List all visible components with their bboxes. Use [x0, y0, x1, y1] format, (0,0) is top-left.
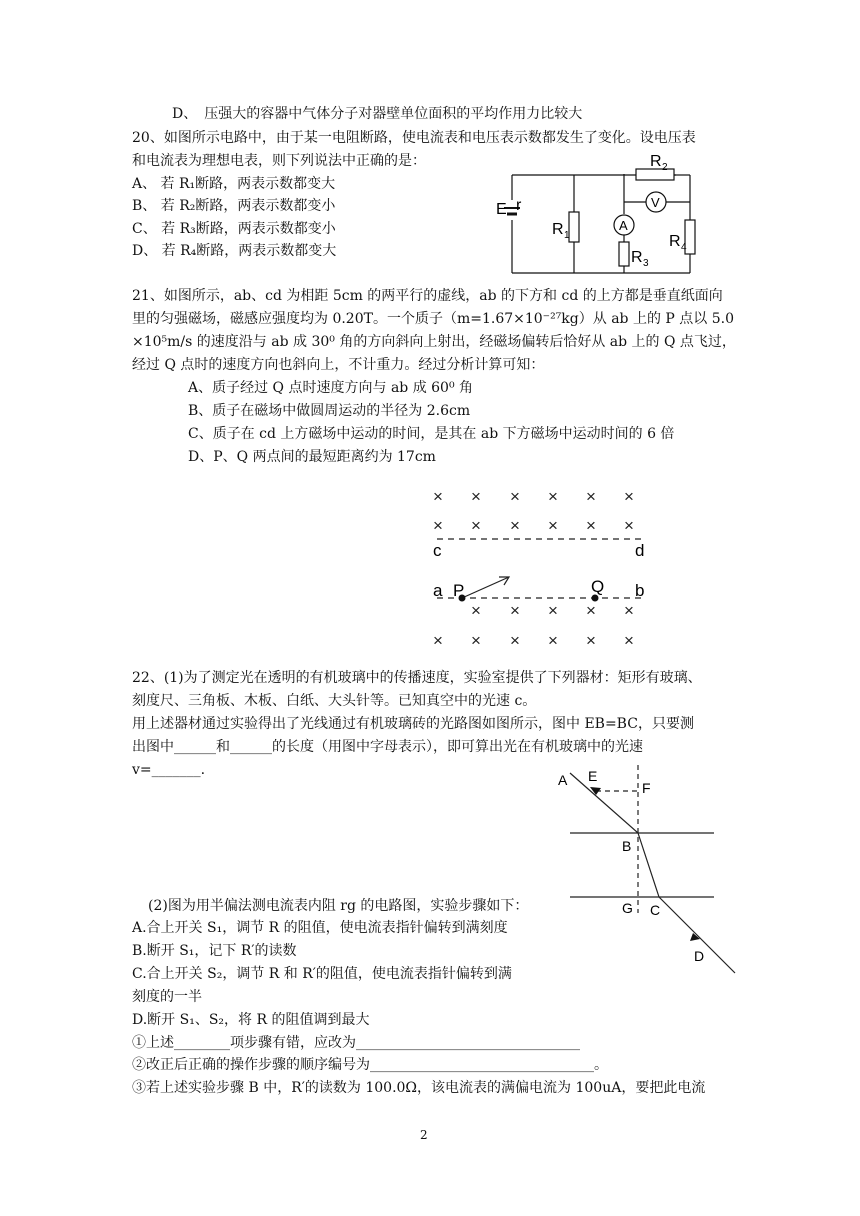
line-label-b: b — [635, 581, 645, 600]
q22-step-d: D.断开 S₁、S₂，将 R 的阻值调到最大 — [132, 1012, 370, 1028]
page-number: 2 — [420, 1128, 428, 1142]
q22-question-3: ③若上述实验步骤 B 中，R′的读数为 100.0Ω，该电流表的满偏电流为 100uA，要把此电流 — [132, 1080, 706, 1096]
label-e: E — [588, 768, 598, 784]
q21-stem-line1: 21、如图所示，ab、cd 为相距 5cm 的两平行的虚线，ab 的下方和 cd 的上方都是垂直纸面向 — [132, 288, 723, 304]
label-c: C — [650, 902, 661, 918]
line-label-c: c — [433, 541, 442, 560]
label-b: B — [622, 838, 632, 854]
battery-label-r: r — [516, 197, 522, 214]
field-cross: × — [548, 631, 558, 650]
field-cross: × — [548, 516, 558, 535]
q21-option-d: D、P、Q 两点间的最短距离约为 17cm — [188, 449, 436, 465]
field-cross: × — [471, 487, 481, 506]
label-a: A — [558, 772, 568, 788]
label-g: G — [622, 900, 633, 916]
resistor-r4-label: R — [669, 233, 681, 250]
field-cross: × — [586, 601, 596, 620]
field-cross: × — [433, 487, 443, 506]
q22-stem-line3: 用上述器材通过实验得出了光线通过有机玻璃砖的光路图如图所示，图中 EB=BC，只要测 — [132, 716, 694, 732]
q22-part2-intro: (2)图为用半偏法测电流表内阻 rg 的电路图，实验步骤如下： — [148, 898, 529, 914]
q22-step-a: A.合上开关 S₁，调节 R 的阻值，使电流表指针偏转到满刻度 — [132, 920, 508, 936]
q22-question-1: ①上述________项步骤有错，应改为________________________________ — [132, 1035, 580, 1051]
field-cross: × — [624, 631, 634, 650]
q21-stem-line2: 里的匀强磁场，磁感应强度均为 0.20T。一个质子（m=1.67×10⁻²⁷kg）从 ab 上的 P 点以 5.0 — [132, 311, 734, 327]
q22-step-b: B.断开 S₁，记下 R′的读数 — [132, 943, 297, 959]
q22-stem-line2: 刻度尺、三角板、木板、白纸、大头针等。已知真空中的光速 c。 — [132, 693, 537, 709]
field-cross: × — [548, 601, 558, 620]
q22-stem-line1: 22、(1)为了测定光在透明的有机玻璃中的传播速度，实验室提供了下列器材：矩形有玻璃、 — [132, 670, 702, 686]
q21-option-c: C、质子在 cd 上方磁场中运动的时间，是其在 ab 下方磁场中运动时间的 6 倍 — [188, 426, 675, 442]
field-cross: × — [548, 487, 558, 506]
resistor-r2-sub: 2 — [662, 162, 668, 173]
resistor-r4-sub: 4 — [681, 242, 687, 253]
line-label-a: a — [433, 581, 443, 600]
field-cross: × — [433, 516, 443, 535]
resistor-r2-label: R — [650, 153, 662, 170]
q20-stem-line2: 和电流表为理想电表，则下列说法中正确的是： — [132, 153, 426, 169]
magnetic-field-diagram — [425, 480, 660, 660]
q19-option-d: D、 压强大的容器中气体分子对器壁单位面积的平均作用力比较大 — [172, 106, 583, 122]
line-label-d: d — [635, 541, 645, 560]
ammeter-label: A — [619, 218, 628, 233]
q21-option-b: B、质子在磁场中做圆周运动的半径为 2.6cm — [188, 403, 471, 419]
circuit-diagram — [490, 150, 710, 278]
q22-question-2: ②改正后正确的操作步骤的顺序编号为________________________________。 — [132, 1057, 608, 1073]
resistor-r1-sub: 1 — [564, 230, 570, 241]
resistor-r3-label: R — [631, 249, 643, 266]
q21-stem-line4: 经过 Q 点时的速度方向也斜向上，不计重力。经过分析计算可知： — [132, 357, 545, 373]
q22-stem-line5: v=_______. — [132, 762, 206, 778]
field-cross: × — [624, 487, 634, 506]
field-cross: × — [624, 516, 634, 535]
light-path-diagram — [550, 765, 745, 977]
field-cross: × — [624, 601, 634, 620]
q21-stem-line3: ×10⁵m/s 的速度沿与 ab 成 30⁰ 角的方向斜向上射出，经磁场偏转后恰好从 ab 上的 Q 点飞过， — [132, 334, 736, 350]
point-label-q: Q — [591, 577, 605, 596]
battery-label-e: E — [496, 201, 507, 218]
label-d: D — [694, 948, 705, 964]
q22-step-c: C.合上开关 S₂，调节 R 和 R′的阻值，使电流表指针偏转到满 — [132, 966, 512, 982]
field-cross: × — [433, 631, 443, 650]
q20-stem-line1: 20、如图所示电路中，由于某一电阻断路，使电流表和电压表示数都发生了变化。设电压表 — [132, 130, 696, 146]
q20-option-d: D、 若 R₄断路，两表示数都变大 — [132, 243, 337, 259]
q20-option-b: B、 若 R₂断路，两表示数都变小 — [132, 198, 336, 214]
voltmeter-label: V — [651, 195, 660, 210]
q21-option-a: A、质子经过 Q 点时速度方向与 ab 成 60⁰ 角 — [188, 380, 474, 396]
q20-option-a: A、 若 R₁断路，两表示数都变大 — [132, 176, 336, 192]
field-cross: × — [586, 516, 596, 535]
field-cross: × — [510, 631, 520, 650]
field-cross: × — [471, 516, 481, 535]
field-cross: × — [586, 487, 596, 506]
field-cross: × — [586, 631, 596, 650]
q22-step-c-cont: 刻度的一半 — [132, 989, 202, 1005]
q20-option-c: C、 若 R₃断路，两表示数都变小 — [132, 221, 336, 237]
point-label-p: P — [453, 581, 465, 600]
resistor-r1-label: R — [552, 221, 564, 238]
field-cross: × — [471, 631, 481, 650]
field-cross: × — [510, 601, 520, 620]
field-cross: × — [510, 487, 520, 506]
resistor-r3-sub: 3 — [643, 258, 649, 269]
field-cross: × — [510, 516, 520, 535]
q22-stem-line4: 出图中______和______的长度（用图中字母表示），即可算出光在有机玻璃中的光速 — [132, 739, 643, 755]
field-cross: × — [471, 601, 481, 620]
label-f: F — [642, 780, 651, 796]
